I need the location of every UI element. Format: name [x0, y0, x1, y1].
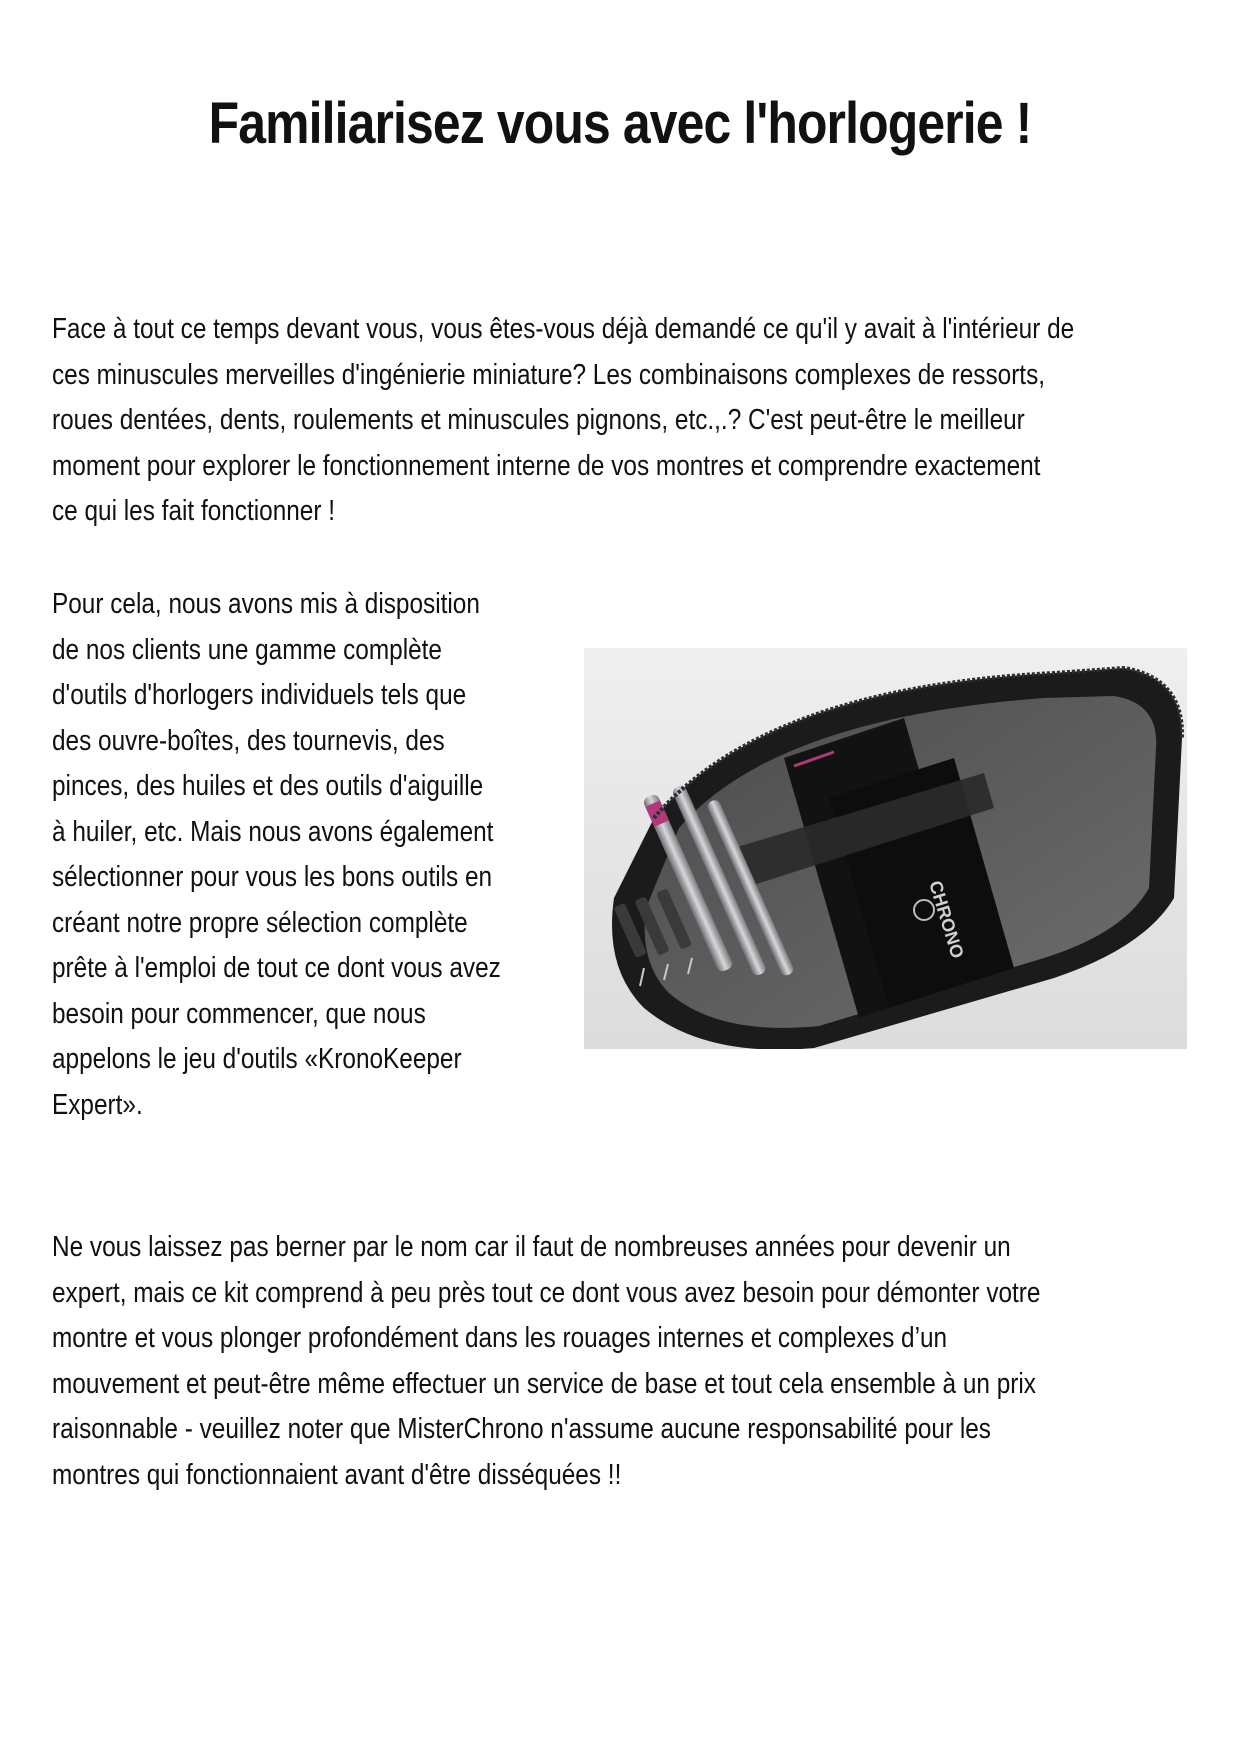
toolkit-illustration [584, 648, 1187, 1049]
toolkit-photo [584, 648, 1187, 1049]
tools-paragraph: Pour cela, nous avons mis à disposition de nos clients une gamme complète d'outils d'horlogers individuels tels que des ouvre-boîtes, des tournevis, des pinces, des huiles et des outils d'aiguille à huiler, etc. Mais nous avons également sélectionner pour vous les bons outils en créant notre propre sélection complète prête à l'emploi de tout ce dont vous avez besoin pour commencer, que nous appelons le jeu d'outils «KronoKeeper Expert». [52, 588, 501, 1121]
intro-paragraph: Face à tout ce temps devant vous, vous êtes-vous déjà demandé ce qu'il y avait à l'intérieur de ces minuscules merveilles d'ingénierie miniature? Les combinaisons complexes de ressorts, roues dentées, dents, roulements et minuscules pignons, etc.,.? C'est peut-être le meilleur moment pour explorer le fonctionnement interne de vos montres et comprendre exactement ce qui les fait fonctionner ! [52, 313, 1075, 527]
page-title: Familiarisez vous avec l'horlogerie ! [208, 91, 1032, 156]
card-brand-label: CHRONO [925, 878, 968, 961]
expert-kit-paragraph: Ne vous laissez pas berner par le nom car il faut de nombreuses années pour devenir un expert, mais ce kit comprend à peu près tout ce dont vous avez besoin pour démonter votre montre et vous plonger profondément dans les rouages internes et complexes d’un mouvement et peut-être même effectuer un service de base et tout cela ensemble à un prix raisonnable - veuillez noter que MisterChrono n'assume aucune responsabilité pour les montres qui fonctionnaient avant d'être disséquées !! [52, 1231, 1041, 1491]
